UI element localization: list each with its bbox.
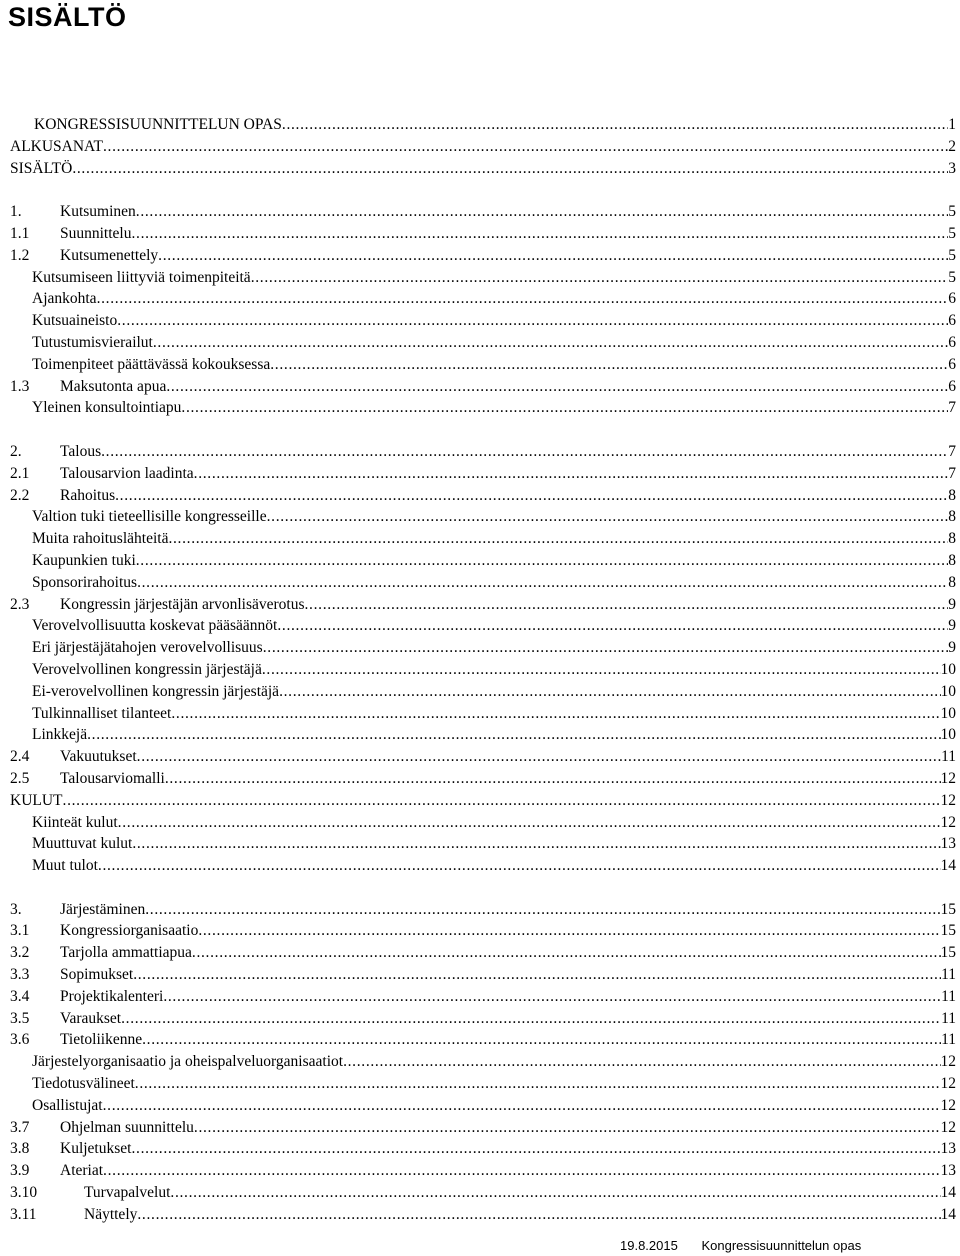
toc-entry-page-number: 12 [940,1096,956,1114]
toc-dot-leader [98,855,941,877]
toc-dot-leader [133,964,941,986]
toc-entry-number: 2.4 [10,748,30,766]
toc-dot-leader [267,506,949,528]
toc-entry-label: Vakuutukset [60,748,137,766]
toc-entry-label: Turvapalvelut [84,1184,171,1202]
toc-entry-label: Muut tulot [32,857,98,875]
toc-entry[interactable] [10,833,956,855]
toc-entry[interactable] [10,1117,956,1139]
toc-entry[interactable] [10,964,956,986]
toc-entry-label: KULUT [10,791,63,809]
toc-entry-page-number: 15 [940,944,956,962]
toc-entry-label: Kutsumiseen liittyviä toimenpiteitä [32,268,251,286]
toc-dot-leader [166,376,948,398]
toc-dot-leader [277,615,948,637]
toc-entry-label: Maksutonta apua [60,377,167,395]
toc-entry-page-number: 12 [940,769,956,787]
toc-entry-page-number: 7 [948,464,956,482]
toc-entry-page-number: 2 [948,137,956,155]
toc-dot-leader [97,288,949,310]
toc-entry-page-number: 8 [948,551,956,569]
toc-entry-label: Verovelvollinen kongressin järjestäjä [32,660,262,678]
toc-dot-leader [165,768,941,790]
toc-entry[interactable] [10,615,956,637]
toc-entry[interactable] [10,1204,956,1226]
toc-dot-leader [142,1029,941,1051]
toc-entry[interactable] [10,768,956,790]
toc-entry-label: Tulkinnalliset tilanteet [32,704,172,722]
footer-date: 19.8.2015 [620,1238,678,1253]
toc-entry-label: Muuttuvat kulut [32,835,133,853]
toc-dot-leader [279,681,940,703]
toc-entry[interactable] [10,354,956,376]
toc-dot-leader [131,223,948,245]
toc-entry-number: 3.3 [10,966,30,984]
toc-dot-leader [63,790,941,812]
toc-entry-number: 1.2 [10,246,30,264]
toc-dot-leader [343,1051,940,1073]
toc-dot-leader [170,1182,940,1204]
toc-entry[interactable] [10,812,956,834]
toc-entry[interactable] [10,899,956,921]
toc-entry[interactable] [10,572,956,594]
toc-entry-number: 3.4 [10,987,30,1005]
toc-entry[interactable] [10,703,956,725]
toc-dot-leader [163,986,941,1008]
toc-entry-page-number: 14 [940,857,956,875]
toc-entry-page-number: 9 [948,595,956,613]
toc-entry-label: Osallistujat [32,1096,103,1114]
toc-entry[interactable] [10,310,956,332]
toc-entry-label: Kutsumenettely [60,246,159,264]
toc-dot-leader [121,1008,941,1030]
toc-entry-page-number: 13 [940,1140,956,1158]
toc-entry-page-number: 12 [940,791,956,809]
toc-entry-page-number: 5 [948,246,956,264]
toc-entry-page-number: 14 [940,1184,956,1202]
toc-entry-number: 1. [10,203,22,221]
toc-entry-label: Rahoitus [60,486,116,504]
toc-entry-number: 3.5 [10,1009,30,1027]
toc-entry[interactable] [10,114,956,136]
toc-entry-page-number: 5 [948,224,956,242]
toc-dot-leader [282,114,948,136]
toc-entry-page-number: 6 [948,355,956,373]
toc-dot-leader [198,920,940,942]
toc-dot-leader [181,397,948,419]
toc-dot-leader [192,942,941,964]
toc-entry[interactable] [10,920,956,942]
toc-entry-number: 3.11 [10,1205,37,1223]
toc-entry-page-number: 12 [940,1075,956,1093]
toc-dot-leader [171,703,940,725]
toc-entry[interactable] [10,594,956,616]
toc-entry-label: Kutsuminen [60,203,136,221]
toc-entry-label: Verovelvollisuutta koskevat pääsäännöt [32,617,278,635]
toc-entry[interactable] [10,942,956,964]
toc-entry-page-number: 5 [948,268,956,286]
toc-entry-page-number: 10 [940,682,956,700]
toc-entry[interactable] [10,550,956,572]
toc-entry-label: Sponsorirahoitus [32,573,138,591]
toc-entry-number: 2.5 [10,769,30,787]
toc-dot-leader [263,637,949,659]
toc-entry-label: Yleinen konsultointiapu [32,399,182,417]
toc-entry-page-number: 8 [948,486,956,504]
toc-entry-number: 3.6 [10,1031,30,1049]
toc-entry-label: Tarjolla ammattiapua [60,944,192,962]
toc-entry-page-number: 12 [940,813,956,831]
toc-entry[interactable] [10,746,956,768]
toc-dot-leader [136,550,949,572]
toc-entry-label: Tietoliikenne [60,1031,143,1049]
toc-entry-number: 2. [10,442,22,460]
toc-entry-label: Projektikalenteri [60,987,164,1005]
toc-entry[interactable] [10,376,956,398]
toc-entry-page-number: 12 [940,1053,956,1071]
toc-entry[interactable] [10,201,956,223]
toc-entry[interactable] [10,158,956,180]
toc-entry[interactable] [10,1029,956,1051]
toc-entry-page-number: 12 [940,1118,956,1136]
toc-entry[interactable] [10,637,956,659]
toc-entry-page-number: 11 [941,1031,956,1049]
toc-entry-label: Kutsuaineisto [32,312,118,330]
toc-entry-number: 2.2 [10,486,30,504]
toc-entry-page-number: 6 [948,312,956,330]
toc-entry[interactable] [10,245,956,267]
toc-entry-page-number: 13 [940,835,956,853]
toc-entry[interactable] [10,1008,956,1030]
toc-entry-page-number: 10 [940,704,956,722]
toc-dot-leader [132,833,940,855]
toc-dot-leader [194,1117,941,1139]
toc-entry-number: 3.10 [10,1184,38,1202]
toc-entry-label: Talous [60,442,102,460]
toc-entry[interactable] [10,1051,956,1073]
toc-entry-page-number: 9 [948,617,956,635]
page-footer [620,1238,861,1253]
toc-entry-page-number: 15 [940,900,956,918]
toc-dot-leader [270,354,948,376]
toc-entry[interactable] [10,441,956,463]
toc-entry-page-number: 11 [941,987,956,1005]
toc-entry[interactable] [10,267,956,289]
toc-entry-label: Järjestäminen [60,900,146,918]
toc-entry-label: Kongressin järjestäjän arvonlisäverotus [60,595,305,613]
toc-entry-page-number: 11 [941,1009,956,1027]
toc-dot-leader [103,1095,941,1117]
toc-entry-label: SISÄLTÖ [10,159,73,177]
toc-entry-label: Tutustumisvierailut [32,333,153,351]
toc-dot-leader [103,136,948,158]
toc-entry-label: Valtion tuki tieteellisille kongresseille [32,508,267,526]
toc-entry[interactable] [10,506,956,528]
toc-entry[interactable] [10,1095,956,1117]
toc-entry-page-number: 5 [948,203,956,221]
toc-entry-label: Tiedotusvälineet [32,1075,135,1093]
toc-dot-leader [145,899,940,921]
toc-entry[interactable] [10,855,956,877]
toc-dot-leader [136,201,948,223]
toc-entry-page-number: 11 [941,748,956,766]
toc-entry-label: Sopimukset [60,966,134,984]
toc-entry-page-number: 6 [948,333,956,351]
toc-entry-label: Järjestelyorganisaatio ja oheispalveluorganisaatiot [32,1053,344,1071]
toc-entry-number: 3.1 [10,922,30,940]
toc-entry-page-number: 14 [940,1205,956,1223]
toc-dot-leader [117,310,948,332]
toc-dot-leader [137,746,941,768]
toc-entry-number: 3. [10,900,22,918]
toc-entry-label: Suunnittelu [60,224,132,242]
toc-dot-leader [194,463,949,485]
toc-entry-page-number: 1 [948,116,956,133]
toc-entry-label: Varaukset [60,1009,122,1027]
toc-entry[interactable] [10,790,956,812]
toc-entry-page-number: 8 [948,530,956,548]
toc-entry-number: 3.2 [10,944,30,962]
toc-entry-label: Toimenpiteet päättävässä kokouksessa [32,355,271,373]
toc-entry-label: Eri järjestäjätahojen verovelvollisuus [32,639,263,657]
toc-entry-number: 2.1 [10,464,30,482]
toc-dot-leader [118,812,941,834]
toc-entry[interactable] [10,136,956,158]
toc-entry[interactable] [10,485,956,507]
toc-dot-leader [103,1160,940,1182]
toc-entry-number: 3.8 [10,1140,30,1158]
toc-entry-page-number: 7 [948,399,956,417]
footer-document-title: Kongressisuunnittelun opas [701,1238,862,1253]
toc-entry[interactable] [10,1160,956,1182]
toc-entry-label: Talousarvion laadinta [60,464,194,482]
toc-entry[interactable] [10,986,956,1008]
toc-entry-page-number: 6 [948,377,956,395]
toc-dot-leader [115,485,948,507]
toc-dot-leader [158,245,948,267]
toc-dot-leader [87,724,940,746]
toc-dot-leader [153,332,948,354]
toc-entry-label: ALKUSANAT [10,137,103,155]
toc-entry-label: Näyttely [84,1205,138,1223]
toc-entry[interactable] [10,659,956,681]
toc-dot-leader [137,572,948,594]
toc-entry-page-number: 10 [940,660,956,678]
toc-entry-page-number: 10 [940,726,956,744]
toc-dot-leader [135,1073,941,1095]
toc-dot-leader [262,659,941,681]
toc-entry-label: Kaupunkien tuki [32,551,136,569]
toc-entry[interactable] [10,1073,956,1095]
toc-entry[interactable] [10,724,956,746]
toc-entry[interactable] [10,1182,956,1204]
toc-entry-page-number: 8 [948,508,956,526]
toc-entry-number: 1.3 [10,377,30,395]
toc-entry-label: Ei-verovelvollinen kongressin järjestäjä [32,682,280,700]
table-of-contents [10,114,956,1226]
toc-entry[interactable] [10,397,956,419]
toc-entry[interactable] [10,681,956,703]
toc-entry[interactable] [10,332,956,354]
toc-entry-label: Talousarviomalli [60,769,165,787]
toc-entry-label: Kiinteät kulut [32,813,118,831]
toc-dot-leader [168,528,948,550]
toc-entry-label: Kuljetukset [60,1140,132,1158]
toc-dot-leader [101,441,948,463]
toc-entry-label: Ohjelman suunnittelu [60,1118,194,1136]
toc-entry-page-number: 15 [940,922,956,940]
toc-entry-page-number: 8 [948,573,956,591]
toc-entry-label: Kongressiorganisaatio [60,922,199,940]
toc-dot-leader [251,267,949,289]
toc-entry-number: 3.9 [10,1162,30,1180]
toc-entry-page-number: 13 [940,1162,956,1180]
toc-entry[interactable] [10,463,956,485]
toc-dot-leader [305,594,949,616]
toc-dot-leader [131,1138,940,1160]
toc-entry[interactable] [10,528,956,550]
toc-entry-label: Linkkejä [32,726,88,744]
toc-entry-number: 1.1 [10,224,30,242]
toc-entry-label: Muita rahoituslähteitä [32,530,169,548]
toc-entry[interactable] [10,1138,956,1160]
toc-entry[interactable] [10,223,956,245]
toc-entry-page-number: 3 [948,159,956,177]
toc-dot-leader [72,158,948,180]
toc-entry-label: KONGRESSISUUNNITTELUN OPAS [34,116,282,133]
toc-entry-label: Ajankohta [32,290,97,308]
toc-entry-page-number: 7 [948,442,956,460]
toc-entry-page-number: 9 [948,639,956,657]
toc-entry-page-number: 6 [948,290,956,308]
toc-entry[interactable] [10,288,956,310]
toc-entry-number: 3.7 [10,1118,30,1136]
toc-dot-leader [137,1204,940,1226]
page-title: SISÄLTÖ [8,2,127,32]
toc-entry-number: 2.3 [10,595,30,613]
toc-entry-page-number: 11 [941,966,956,984]
toc-entry-label: Ateriat [60,1162,104,1180]
